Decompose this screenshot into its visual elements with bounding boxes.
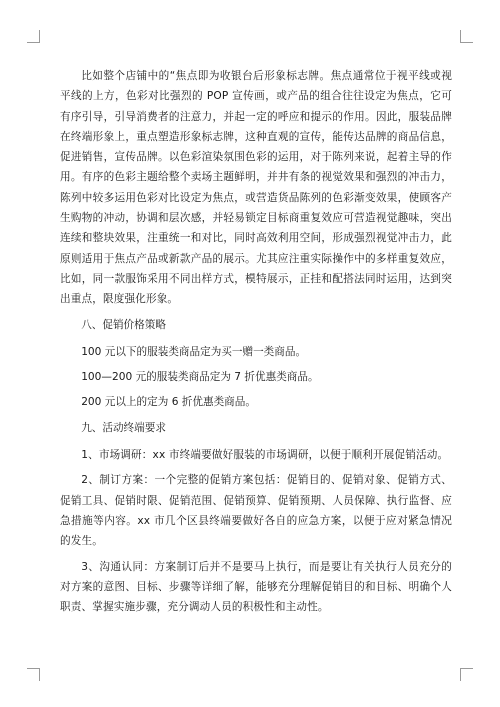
pricing-item-1: 100 元以下的服装类商品定为买一赠一类商品。 — [81, 345, 307, 358]
requirement-market-research: 1、市场调研：xx 市终端要做好服装的市场调研，以便于顺利开展促销活动。 — [81, 449, 449, 462]
section-heading-requirements: 九、活动终端要求 — [81, 421, 166, 434]
requirement-plan: 2、制订方案：一个完整的促销方案包括：促销目的、促销对象、促销方式、促销工具、促销时限、促销范围、促销预算、促销预期、人员保障、执行监督、应急措施等内容。xx 市几个区县终端要做好各自的应急方案，以便于应对紧急情况的发生。 — [60, 474, 452, 548]
pricing-item-2: 100—200 元的服装类商品定为 7 折优惠类商品。 — [81, 371, 319, 384]
crop-mark-top-left — [27, 30, 40, 43]
crop-mark-bottom-right — [460, 668, 473, 681]
crop-mark-top-right — [460, 30, 473, 43]
crop-mark-bottom-left — [27, 668, 40, 681]
pricing-item-3: 200 元以上的定为 6 折优惠类商品。 — [81, 396, 256, 409]
document-body — [60, 66, 452, 622]
requirement-communication: 3、沟通认同：方案制订后并不是要马上执行，而是要让有关执行人员充分的对方案的意图、目标、步骤等详细了解，能够充分理解促销目的和目标、明确个人职责、掌握实施步骤，充分调动人员的积极性和主动性。 — [60, 560, 452, 614]
paragraph-display-focus: 比如整个店铺中的“焦点即为收银台后形象标志牌。焦点通常位于视平线或视平线的上方，色彩对比强烈的 POP 宣传画，或产品的组合往往设定为焦点，它可有序引导，引导消费者的注意力，并起一定的呼应和提示的作用。因此，服装品牌在终端形象上，重点塑造形象标志牌，这种直观的宣传，能传达品牌的商品信息，促进销售，宣传品牌。以色彩渲染氛围色彩的运用，对于陈列来说，起着主导的作用。有序的色彩主题给整个卖场主题鲜明，并井有条的视觉效果和强烈的冲击力，陈列中较多运用色彩对比设定为焦点，或营造货品陈列的色彩渐变效果，使顾客产生购物的冲动，协调和层次感，并轻易锁定目标商重复效应可营造视觉趣味，突出连续和整块效果，注重统一和对比，同时高效利用空间，形成强烈视觉冲击力，此原则适用于焦点产品或新款产品的展示。尤其应注重实际操作中的多样重复效应，比如，同一款服饰采用不同出样方式，模特展示，正挂和配搭法同时运用，达到突出重点，限度强化形象。 — [60, 70, 452, 306]
section-heading-pricing: 八、促销价格策略 — [81, 318, 166, 331]
